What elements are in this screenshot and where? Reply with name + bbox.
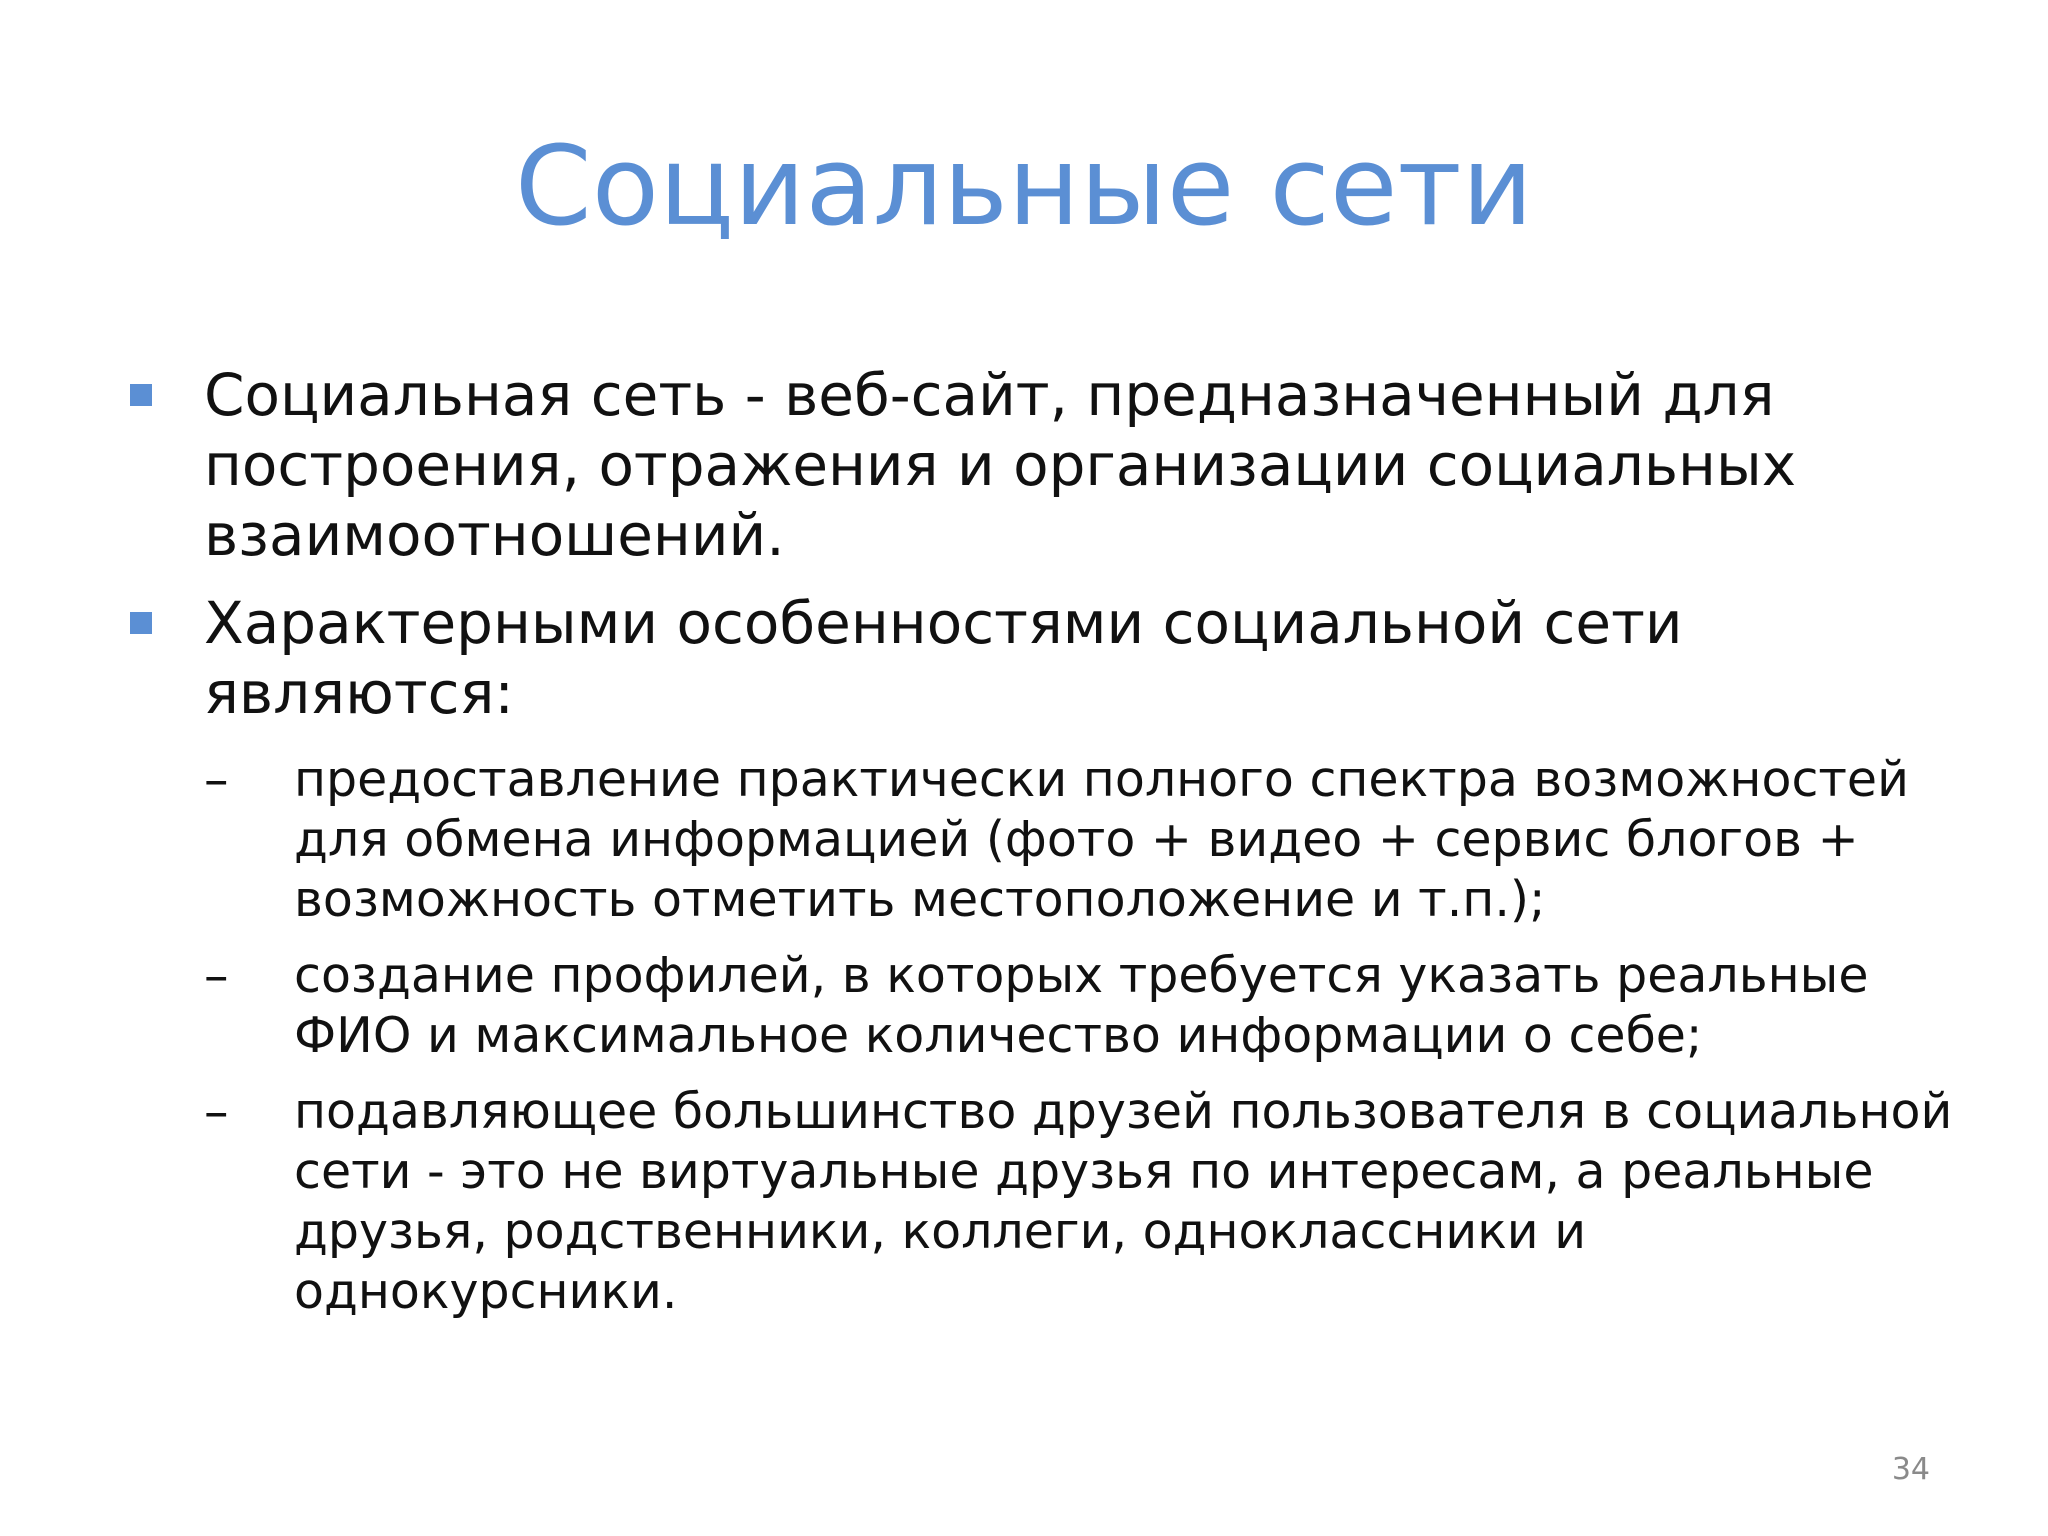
bullet-text: Характерными особенностями социальной сети являются: — [204, 589, 1683, 727]
sub-bullet-list — [204, 750, 1980, 1322]
sub-bullet-text: подавляющее большинство друзей пользователя в социальной сети - это не виртуальные друзья по интересам, а реальные друзья, родственники, коллеги, одноклассники и однокурсники. — [294, 1083, 1953, 1320]
square-bullet-icon — [130, 384, 152, 406]
dash-bullet-icon: – — [204, 751, 229, 808]
bullet-item — [120, 588, 1980, 1322]
bullet-item — [120, 360, 1980, 570]
dash-bullet-icon: – — [204, 1083, 229, 1140]
bullet-text: Социальная сеть - веб-сайт, предназначенный для построения, отражения и организации социальных взаимоотношений. — [204, 361, 1797, 569]
sub-bullet-item — [204, 750, 1980, 930]
square-bullet-icon — [130, 612, 152, 634]
sub-bullet-item — [204, 946, 1980, 1066]
sub-bullet-text: предоставление практически полного спектра возможностей для обмена информацией (фото + видео + сервис блогов + возможность отметить местоположение и т.п.); — [294, 751, 1909, 928]
bullet-list — [120, 360, 1980, 1340]
slide-title: Социальные сети — [514, 122, 1534, 250]
sub-bullet-item — [204, 1082, 1980, 1322]
sub-bullet-text: создание профилей, в которых требуется указать реальные ФИО и максимальное количество информации о себе; — [294, 947, 1869, 1064]
page-number: 34 — [1891, 1452, 1930, 1487]
dash-bullet-icon: – — [204, 947, 229, 1004]
